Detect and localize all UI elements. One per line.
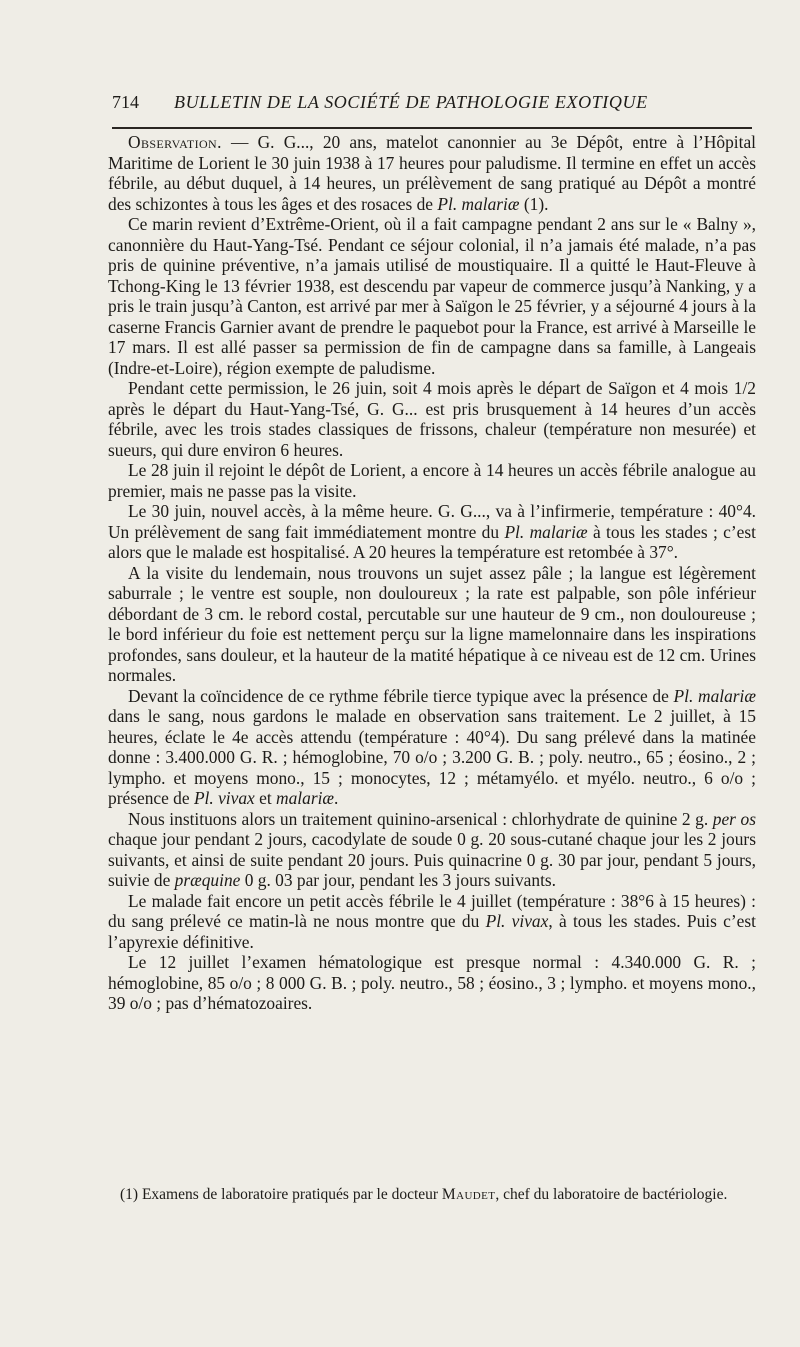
header-rule [112, 127, 752, 129]
species-name: Pl. malariæ [504, 521, 588, 542]
paragraph-observation [108, 132, 756, 214]
species-name: Pl. malariæ [673, 685, 756, 706]
text-span: , à tous les stades. Puis c’est l’apyrexie définitive. [108, 911, 756, 952]
page-number: 714 [112, 92, 139, 112]
paragraph-clinical-exam: A la visite du lendemain, nous trouvons un sujet assez pâle ; la langue est légèrement saburrale ; le ventre est souple, non douloureux ; la rate est palpable, son pôle inférieur débordant de 3 cm. le rebord costal, percutable sur une hauteur de 9 cm., non douloureuse ; le bord inférieur du foie est nettement perçu sur la ligne mamelonnaire dans les inspirations profondes, sans douleur, et la hauteur de la matité hépatique à ce niveau est de 12 cm. Urines normales. [108, 562, 756, 685]
text-span: 0 g. 03 par jour, pendant les 3 jours suivants. [240, 870, 557, 890]
paragraph-observation-without-treatment [108, 686, 756, 809]
footnote-text [108, 1185, 756, 1204]
text-span: Le malade fait encore un petit accès fébrile le 4 juillet (température : 38°6 à 15 heures) : du sang prélevé ce matin-là ne nous montre que du [108, 890, 756, 931]
paragraph-treatment [108, 809, 756, 891]
running-title: BULLETIN DE LA SOCIÉTÉ DE PATHOLOGIE EXOTIQUE [174, 92, 648, 112]
text-span: , chef du laboratoire de bactériologie. [495, 1186, 728, 1203]
species-name: malariæ [276, 788, 335, 808]
text-span: dans le sang, nous gardons le malade en observation sans traitement. Le 2 juillet, à 15 heures, éclate le 4e accès attendu (température : 40°4). Du sang prélevé dans la matinée donne : 3.400.000 G. R. ; hémoglobine, 70 o/o ; 3.200 G. B. ; poly. neutro., 65 ; éosino., 2 ; lympho. et moyens mono., 15 ; monocytes, 12 ; métamyélo. et myélo. neutro., 6 o/o ; présence de [108, 706, 756, 808]
species-name: Pl. malariæ [437, 193, 520, 214]
text-span: (1) Examens de laboratoire pratiqués par le docteur [120, 1186, 442, 1203]
observation-heading: Observation. [128, 132, 222, 152]
text-span: Nous instituons alors un traitement quinino-arsenical : chlorhydrate de quinine 2 g. [128, 808, 713, 829]
paragraph-final-exam: Le 12 juillet l’examen hématologique est presque normal : 4.340.000 G. R. ; hémoglobine, 85 o/o ; 8 000 G. B. ; poly. neutro., 58 ; éosino., 3 ; lympho. et moyens mono., 39 o/o ; pas d’hématozoaires. [108, 952, 756, 1013]
text-span: chaque jour pendant 2 jours, cacodylate de soude 0 g. 20 sous-cutané chaque jour les 2 jours suivants, et ainsi de suite pendant 20 jours. Puis quinacrine 0 g. 30 par jour, pendant 5 jours, suivie de [108, 829, 756, 890]
article-body [108, 132, 756, 1014]
species-name: Pl. vivax [193, 788, 255, 808]
text-span: — G. G..., 20 ans, matelot canonnier au 3e Dépôt, entre à l’Hôpital Maritime de Lorient le 30 juin 1938 à 17 heures pour paludisme. Il termine en effet un accès fébrile, au début duquel, à 14 heures, un prélèvement de sang pratiqué au Dépôt a montré des schizontes à tous les âges et des rosaces de [108, 132, 756, 214]
paragraph-last-attack [108, 891, 756, 953]
text-span: Le 30 juin, nouvel accès, à la même heure. G. G..., va à l’infirmerie, température : 40°4. Un prélèvement de sang fait immédiatement montre du [108, 501, 756, 542]
species-name: Pl. vivax [485, 911, 549, 931]
author-name: Maudet [441, 1186, 496, 1203]
text-span: Devant la coïncidence de ce rythme fébrile tierce typique avec la présence de [128, 685, 674, 706]
latin-term: per os [712, 808, 756, 829]
drug-name: præquine [174, 870, 241, 890]
text-span: et [254, 788, 277, 808]
paragraph-second-attack: Le 28 juin il rejoint le dépôt de Lorient, a encore à 14 heures un accès fébrile analogue au premier, mais ne passe pas la visite. [108, 460, 756, 501]
text-span: . [334, 788, 339, 808]
text-span: (1). [519, 193, 549, 214]
paragraph-history: Ce marin revient d’Extrême-Orient, où il a fait campagne pendant 2 ans sur le « Balny », canonnière du Haut-Yang-Tsé. Pendant ce séjour colonial, il n’a jamais été malade, n’a pas pris de quinine préventive, n’a jamais utilisé de moustiquaire. Il a quitté le Haut-Fleuve à Tchong-King le 13 février 1938, est descendu par vapeur de commerce jusqu’à Nanking, y a pris le train jusqu’à Canton, est arrivé par mer à Saïgon le 25 février, y a séjourné 4 jours à la caserne Francis Garnier avant de prendre le paquebot pour la France, est arrivé à Marseille le 17 mars. Il est allé passer sa permission de fin de campagne dans sa famille, à Langeais (Indre-et-Loire), région exempte de paludisme. [108, 214, 756, 378]
text-span: à tous les stades ; c’est alors que le malade est hospitalisé. A 20 heures la température est retombée à 37°. [108, 521, 756, 562]
footnote [108, 1185, 756, 1204]
paragraph-hospitalisation [108, 501, 756, 563]
page-header [112, 92, 752, 114]
paragraph-first-attack: Pendant cette permission, le 26 juin, soit 4 mois après le départ de Saïgon et 4 mois 1/2 après le départ du Haut-Yang-Tsé, G. G... est pris brusquement à 14 heures d’un accès fébrile, avec les trois stades classiques de frissons, chaleur (température non mesurée) et sueurs, qui dure environ 6 heures. [108, 378, 756, 460]
